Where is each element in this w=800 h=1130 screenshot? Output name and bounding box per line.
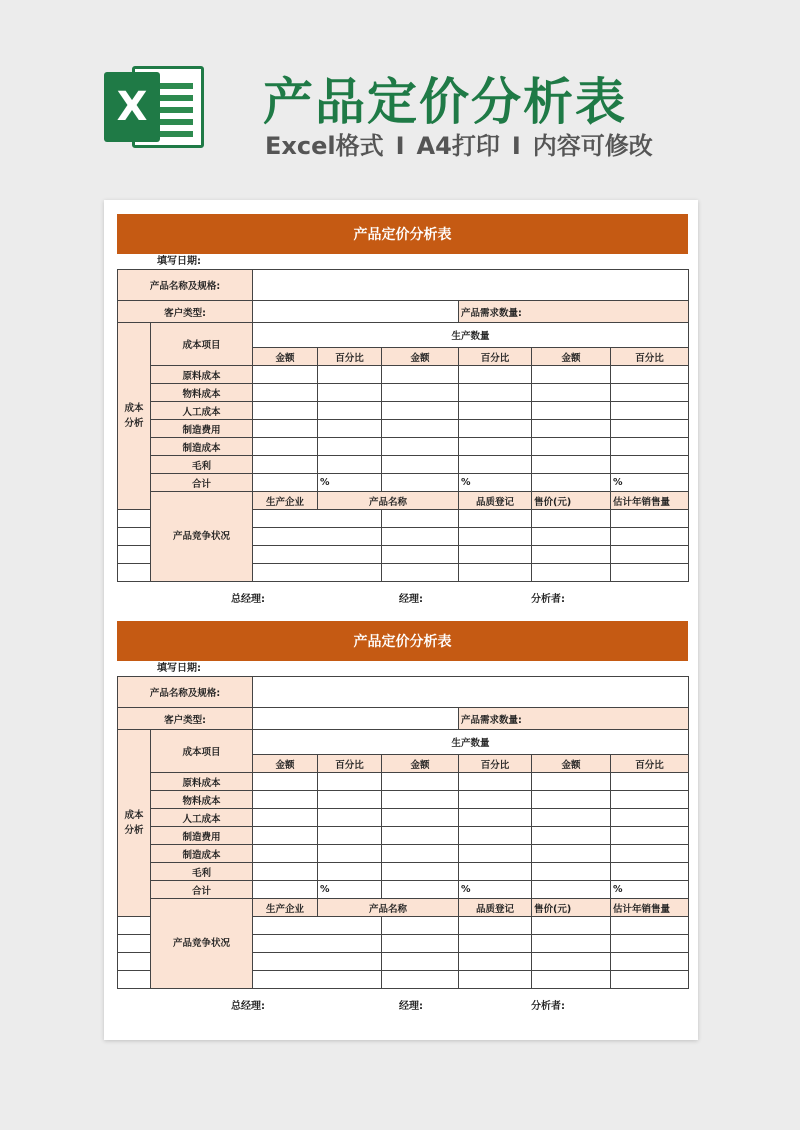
cell[interactable]	[382, 420, 459, 438]
cell[interactable]	[382, 845, 459, 863]
cell[interactable]	[611, 456, 689, 474]
col-amount: 金额	[532, 755, 611, 773]
cell[interactable]	[382, 438, 459, 456]
cell[interactable]	[382, 564, 459, 582]
cost-row-label: 制造成本	[151, 845, 253, 863]
cell[interactable]	[253, 402, 318, 420]
cell[interactable]	[611, 773, 689, 791]
general-manager-label: 总经理:	[231, 594, 265, 605]
demand-quantity-label[interactable]: 产品需求数量:	[459, 708, 689, 730]
subtitle-print: A4打印	[416, 132, 500, 160]
cell[interactable]	[459, 845, 532, 863]
production-quantity-header: 生产数量	[253, 323, 689, 348]
cell[interactable]	[532, 456, 611, 474]
col-percent: 百分比	[318, 348, 382, 366]
cost-row-label: 人工成本	[151, 809, 253, 827]
cell[interactable]	[382, 402, 459, 420]
competition-col-header: 估计年销售量	[611, 899, 689, 917]
cell[interactable]	[318, 366, 382, 384]
col-percent: 百分比	[459, 348, 532, 366]
cell[interactable]	[611, 953, 689, 971]
pricing-table	[117, 269, 689, 582]
cell[interactable]	[459, 546, 532, 564]
cell[interactable]	[532, 953, 611, 971]
cost-item-header: 成本项目	[151, 730, 253, 773]
cell[interactable]	[459, 366, 532, 384]
cost-row-label: 制造成本	[151, 438, 253, 456]
competition-label: 产品竞争状况	[172, 531, 230, 542]
cell[interactable]	[118, 510, 151, 528]
cost-row-label: 人工成本	[151, 402, 253, 420]
form-banner: 产品定价分析表	[117, 621, 688, 661]
cell[interactable]	[459, 917, 532, 935]
cost-row-label: 制造费用	[151, 420, 253, 438]
cell[interactable]	[253, 953, 382, 971]
cell[interactable]	[318, 845, 382, 863]
cell[interactable]	[382, 546, 459, 564]
cell[interactable]	[382, 809, 459, 827]
page-title: 产品定价分析表	[263, 73, 627, 131]
cell[interactable]	[611, 420, 689, 438]
percent-cell[interactable]: %	[611, 474, 689, 492]
cell[interactable]	[253, 474, 318, 492]
cell[interactable]	[318, 456, 382, 474]
cell[interactable]	[253, 564, 382, 582]
product-name-label: 产品名称及规格:	[118, 677, 253, 708]
cell[interactable]	[318, 420, 382, 438]
product-name-input[interactable]	[253, 677, 689, 708]
cell[interactable]	[611, 366, 689, 384]
customer-type-input[interactable]	[253, 301, 459, 323]
cell[interactable]	[459, 827, 532, 845]
cell[interactable]	[382, 366, 459, 384]
pricing-form	[117, 621, 688, 1015]
cost-row-label: 原料成本	[151, 366, 253, 384]
cost-row-label: 毛利	[151, 863, 253, 881]
percent-cell[interactable]: %	[318, 881, 382, 899]
cell[interactable]	[382, 881, 459, 899]
cell[interactable]	[382, 935, 459, 953]
subtitle-separator: I	[395, 132, 405, 160]
cell[interactable]	[611, 809, 689, 827]
cell[interactable]	[318, 791, 382, 809]
cell[interactable]	[459, 971, 532, 989]
cell[interactable]	[459, 953, 532, 971]
cell[interactable]	[459, 510, 532, 528]
cell[interactable]	[253, 971, 382, 989]
cell[interactable]	[459, 384, 532, 402]
cell[interactable]	[118, 528, 151, 546]
competition-label: 产品竞争状况	[172, 938, 230, 949]
col-percent: 百分比	[611, 755, 689, 773]
col-amount: 金额	[253, 755, 318, 773]
cell[interactable]	[382, 384, 459, 402]
cell[interactable]	[532, 791, 611, 809]
cell[interactable]	[318, 773, 382, 791]
cell[interactable]	[253, 845, 318, 863]
cell[interactable]	[253, 384, 318, 402]
competition-col-header: 售价(元)	[532, 492, 611, 510]
cell[interactable]	[382, 773, 459, 791]
competition-col-header: 生产企业	[253, 899, 318, 917]
general-manager-label: 总经理:	[231, 1001, 265, 1012]
demand-quantity-label[interactable]: 产品需求数量:	[459, 301, 689, 323]
product-name-input[interactable]	[253, 270, 689, 301]
col-amount: 金额	[382, 755, 459, 773]
cell[interactable]	[532, 384, 611, 402]
cell[interactable]	[459, 773, 532, 791]
cell[interactable]	[253, 420, 318, 438]
cell[interactable]	[382, 474, 459, 492]
cell[interactable]	[382, 827, 459, 845]
cell[interactable]	[532, 971, 611, 989]
cell[interactable]	[253, 881, 318, 899]
cell[interactable]	[318, 384, 382, 402]
cell[interactable]	[532, 827, 611, 845]
cell[interactable]	[532, 881, 611, 899]
manager-label: 经理:	[399, 594, 423, 605]
cell[interactable]	[382, 510, 459, 528]
total-label: 合计	[151, 474, 253, 492]
cell[interactable]	[318, 827, 382, 845]
pricing-table	[117, 676, 689, 989]
cell[interactable]	[459, 791, 532, 809]
competition-section	[151, 492, 253, 582]
cell[interactable]	[253, 456, 318, 474]
cell[interactable]	[459, 402, 532, 420]
cell[interactable]	[611, 564, 689, 582]
col-percent: 百分比	[459, 755, 532, 773]
product-name-label: 产品名称及规格:	[118, 270, 253, 301]
cell[interactable]	[611, 863, 689, 881]
cell[interactable]	[611, 827, 689, 845]
cell[interactable]	[118, 935, 151, 953]
subtitle-separator: I	[511, 132, 521, 160]
cell[interactable]	[532, 402, 611, 420]
cell[interactable]	[532, 564, 611, 582]
cell[interactable]	[253, 546, 382, 564]
cell[interactable]	[253, 510, 382, 528]
total-label: 合计	[151, 881, 253, 899]
cell[interactable]	[253, 917, 382, 935]
col-amount: 金额	[532, 348, 611, 366]
cell[interactable]	[318, 809, 382, 827]
cell[interactable]	[611, 402, 689, 420]
cell[interactable]	[611, 384, 689, 402]
cell[interactable]	[253, 863, 318, 881]
cell[interactable]	[532, 510, 611, 528]
signature-line	[117, 582, 688, 608]
form-banner: 产品定价分析表	[117, 214, 688, 254]
cell[interactable]	[318, 863, 382, 881]
cell[interactable]	[611, 510, 689, 528]
cell[interactable]	[118, 917, 151, 935]
cell[interactable]	[611, 528, 689, 546]
analyst-label: 分析者:	[531, 594, 565, 605]
cell[interactable]	[118, 546, 151, 564]
percent-cell[interactable]: %	[459, 881, 532, 899]
cell[interactable]	[318, 438, 382, 456]
cell[interactable]	[382, 528, 459, 546]
cell[interactable]	[253, 827, 318, 845]
cell[interactable]	[382, 456, 459, 474]
percent-cell[interactable]: %	[459, 474, 532, 492]
cell[interactable]	[118, 953, 151, 971]
subtitle-format: Excel格式	[265, 132, 384, 160]
cell[interactable]	[532, 438, 611, 456]
competition-col-header: 估计年销售量	[611, 492, 689, 510]
competition-section	[151, 899, 253, 989]
cell[interactable]	[253, 528, 382, 546]
cost-row-label: 制造费用	[151, 827, 253, 845]
cell[interactable]	[459, 564, 532, 582]
cell[interactable]	[459, 456, 532, 474]
cell[interactable]	[253, 366, 318, 384]
date-label: 填写日期:	[157, 663, 201, 674]
cell[interactable]	[532, 546, 611, 564]
percent-cell[interactable]: %	[611, 881, 689, 899]
cost-analysis-section	[118, 730, 151, 917]
cell[interactable]	[382, 863, 459, 881]
cost-item-header: 成本项目	[151, 323, 253, 366]
competition-col-header: 生产企业	[253, 492, 318, 510]
cell[interactable]	[532, 366, 611, 384]
cell[interactable]	[253, 809, 318, 827]
cell[interactable]	[459, 528, 532, 546]
cell[interactable]	[459, 809, 532, 827]
col-percent: 百分比	[611, 348, 689, 366]
cell[interactable]	[611, 845, 689, 863]
cell[interactable]	[611, 971, 689, 989]
percent-cell[interactable]: %	[318, 474, 382, 492]
signature-line	[117, 989, 688, 1015]
col-amount: 金额	[253, 348, 318, 366]
col-percent: 百分比	[318, 755, 382, 773]
cell[interactable]	[253, 791, 318, 809]
cost-analysis-label: 成本分析	[124, 403, 144, 429]
cell[interactable]	[459, 420, 532, 438]
cell[interactable]	[459, 863, 532, 881]
production-quantity-header: 生产数量	[253, 730, 689, 755]
cell[interactable]	[611, 791, 689, 809]
col-amount: 金额	[382, 348, 459, 366]
cell[interactable]	[118, 971, 151, 989]
page-subtitle	[265, 126, 653, 161]
cell[interactable]	[253, 773, 318, 791]
cost-row-label: 原料成本	[151, 773, 253, 791]
cell[interactable]	[611, 935, 689, 953]
competition-col-header: 售价(元)	[532, 899, 611, 917]
competition-col-header: 品质登记	[459, 492, 532, 510]
cell[interactable]	[253, 935, 382, 953]
cell[interactable]	[532, 528, 611, 546]
competition-col-header: 产品名称	[318, 899, 459, 917]
logo-letter: X	[104, 72, 160, 142]
competition-col-header: 产品名称	[318, 492, 459, 510]
cell[interactable]	[459, 438, 532, 456]
date-label: 填写日期:	[157, 256, 201, 267]
cost-row-label: 物料成本	[151, 791, 253, 809]
cell[interactable]	[382, 971, 459, 989]
excel-logo-icon	[104, 58, 204, 154]
cost-row-label: 毛利	[151, 456, 253, 474]
cell[interactable]	[459, 935, 532, 953]
customer-type-label: 客户类型:	[118, 301, 253, 323]
cell[interactable]	[532, 773, 611, 791]
cell[interactable]	[532, 917, 611, 935]
cell[interactable]	[611, 546, 689, 564]
cell[interactable]	[611, 438, 689, 456]
customer-type-input[interactable]	[253, 708, 459, 730]
cell[interactable]	[532, 863, 611, 881]
cell[interactable]	[532, 474, 611, 492]
cell[interactable]	[611, 917, 689, 935]
cell[interactable]	[532, 845, 611, 863]
customer-type-label: 客户类型:	[118, 708, 253, 730]
paper-sheet	[104, 200, 698, 1040]
cell[interactable]	[382, 917, 459, 935]
cost-row-label: 物料成本	[151, 384, 253, 402]
manager-label: 经理:	[399, 1001, 423, 1012]
cell[interactable]	[532, 420, 611, 438]
cell[interactable]	[382, 791, 459, 809]
subtitle-editable: 内容可修改	[532, 132, 653, 160]
analyst-label: 分析者:	[531, 1001, 565, 1012]
competition-col-header: 品质登记	[459, 899, 532, 917]
cost-analysis-section	[118, 323, 151, 510]
cell[interactable]	[382, 953, 459, 971]
cell[interactable]	[532, 935, 611, 953]
cell[interactable]	[532, 809, 611, 827]
cell[interactable]	[118, 564, 151, 582]
cell[interactable]	[318, 402, 382, 420]
cost-analysis-label: 成本分析	[124, 810, 144, 836]
cell[interactable]	[253, 438, 318, 456]
pricing-form	[117, 214, 688, 608]
